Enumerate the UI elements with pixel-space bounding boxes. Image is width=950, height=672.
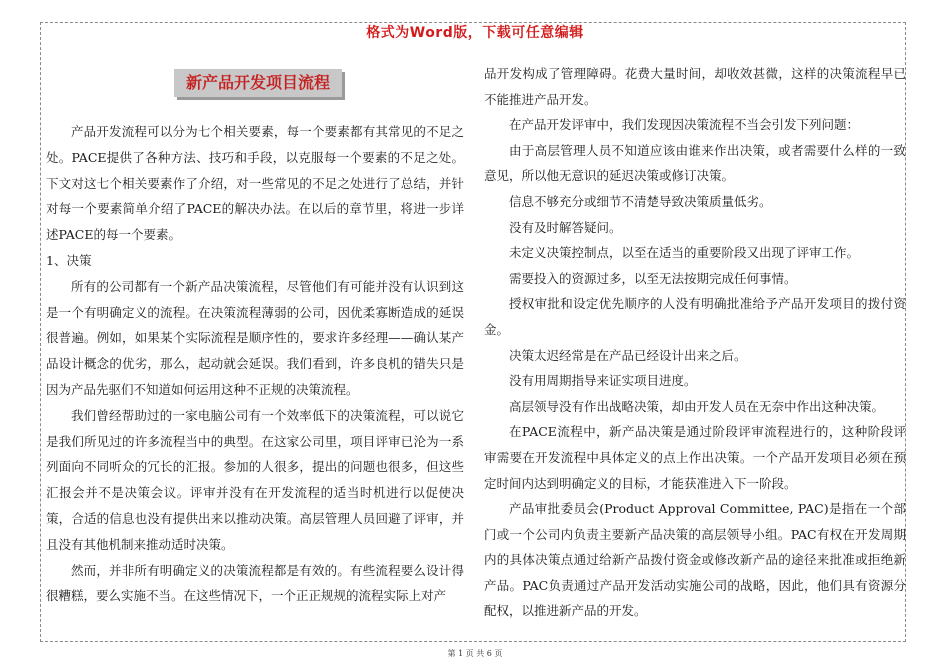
left-column	[46, 119, 464, 609]
list-item: 决策太迟经常是在产品已经设计出来之后。	[509, 347, 747, 363]
list-item: 需要投入的资源过多，以至无法按期完成任何事情。	[509, 270, 797, 286]
paragraph: 产品审批委员会(Product Approval Committee, PAC)是指在一个部门或一个公司内负责主要新产品决策的高层领导小组。PAC有权在开发周期内的具体决策点通过给新产品拨付资金或修改新产品的途径来批准或拒绝新产品。PAC负责通过产品开发活动实施公司的战略，因此，他们具有资源分配权，以推进新产品的开发。	[484, 501, 906, 619]
paragraph: 然而，并非所有明确定义的决策流程都是有效的。有些流程要么设计得很糟糕，要么实施不当。在这些情况下，一个正正规规的流程实际上对产	[46, 562, 464, 604]
document-title: 新产品开发项目流程	[185, 73, 330, 92]
paragraph: 我们曾经帮助过的一家电脑公司有一个效率低下的决策流程，可以说它是我们所见过的许多流程当中的典型。在这家公司里，项目评审已沦为一系列面向不同听众的冗长的汇报。参加的人很多，提出的问题也很多，但这些汇报会并不是决策会议。评审并没有在开发流程的适当时机进行以促使决策，合适的信息也没有提供出来以推动决策。高层管理人员回避了评审，并且没有其他机制来推动适时决策。	[46, 407, 464, 552]
paragraph: 在产品开发评审中，我们发现因决策流程不当会引发下列问题：	[509, 117, 860, 133]
list-item: 未定义决策控制点，以至在适当的重要阶段又出现了评审工作。	[509, 245, 860, 261]
paragraph: 由于高层管理人员不知道应该由谁来作出决策，或者需要什么样的一致意见，所以他无意识的延迟决策或修订决策。	[484, 142, 906, 184]
paragraph: 产品开发流程可以分为七个相关要素，每一个要素都有其常见的不足之处。PACE提供了各种方法、技巧和手段，以克服每一个要素的不足之处。下文对这七个相关要素作了介绍，对一些常见的不足之处进行了总结，并针对每一个要素简单介绍了PACE的解决办法。在以后的章节里，将进一步详述PACE的每一个要素。	[46, 124, 464, 243]
paragraph: 品开发构成了管理障碍。花费大量时间，却收效甚微，这样的决策流程早已不能推进产品开发。	[484, 66, 906, 107]
list-item: 信息不够充分或细节不清楚导致决策质量低劣。	[509, 193, 772, 209]
list-item: 没有用周期指导来证实项目进度。	[509, 373, 697, 389]
list-item: 授权审批和设定优先顺序的人没有明确批准给予产品开发项目的拨付资金。	[484, 296, 906, 337]
list-item: 没有及时解答疑问。	[509, 219, 622, 235]
page-number: 第 1 页 共 6 页	[447, 649, 503, 658]
paragraph: 所有的公司都有一个新产品决策流程，尽管他们有可能并没有认识到这是一个有明确定义的流程。在决策流程薄弱的公司，因优柔寡断造成的延误很普遍。例如，如果某个实际流程是顺序性的，要求许多经理——确认某产品设计概念的优劣，那么，起动就会延误。我们看到，许多良机的错失只是因为产品先驱们不知道如何运用这种不正规的决策流程。	[46, 278, 464, 397]
download-banner: 格式为Word版，下载可任意编辑	[366, 25, 584, 41]
right-column	[484, 61, 906, 624]
list-item: 高层领导没有作出战略决策，却由开发人员在无奈中作出这种决策。	[509, 398, 885, 414]
section-heading: 1、决策	[46, 252, 92, 268]
paragraph: 在PACE流程中，新产品决策是通过阶段评审流程进行的，这种阶段评审需要在开发流程中具体定义的点上作出决策。一个产品开发项目必须在预定时间内达到明确定义的目标，才能获准进入下一阶段。	[484, 424, 906, 491]
